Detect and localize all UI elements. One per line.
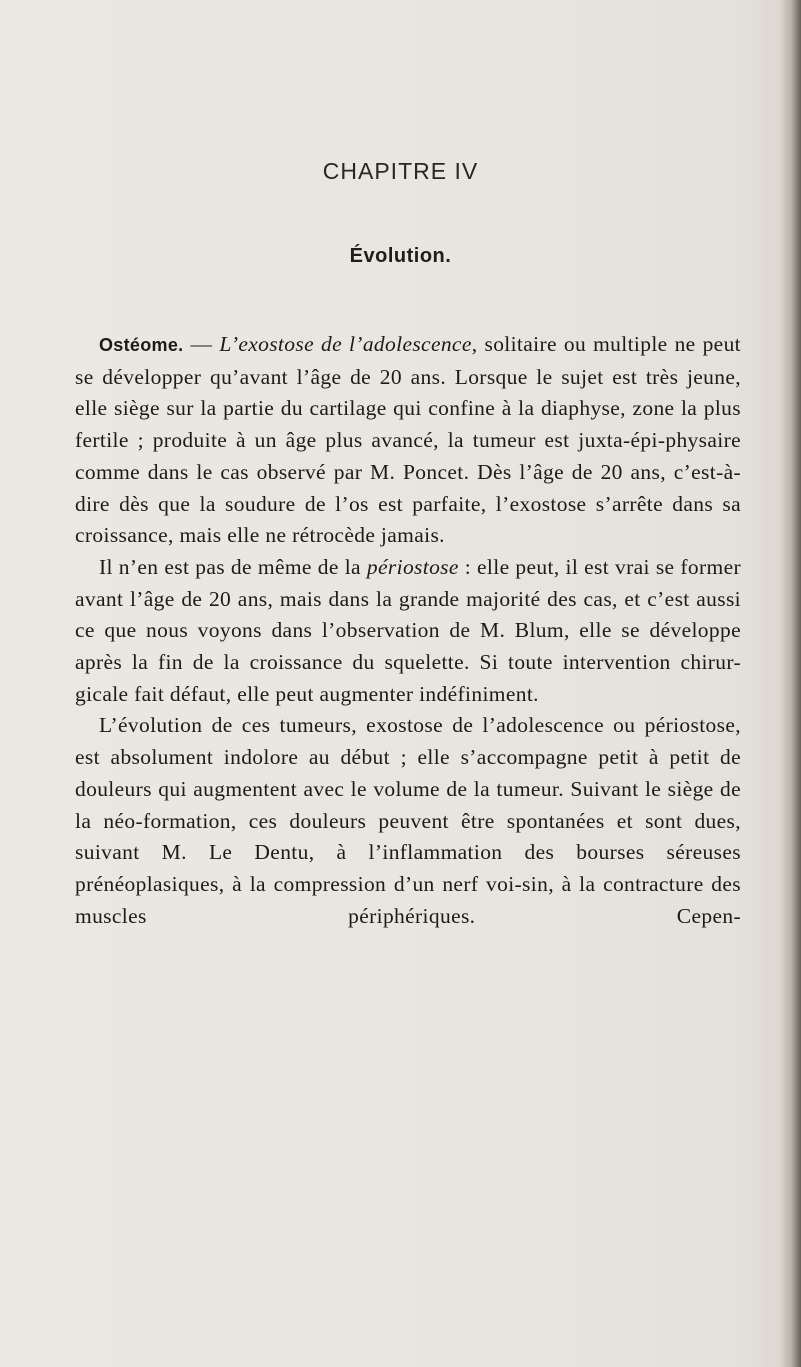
paragraph-text: : elle peut, il est vrai se former avant l’âge de 20 ans, mais dans la grande majorité des cas, et c’est aussi ce que nous voyons dans l’observation de M. Blum, elle se développe après la fin de la croissance du squelette. Si toute intervention chirur-gicale fait défaut, elle peut augmenter indéfiniment. [75, 554, 741, 706]
chapter-heading: CHAPITRE IV [322, 158, 479, 184]
body-text [75, 329, 741, 932]
italic-term: périostose [366, 554, 459, 579]
section-heading: Évolution. [349, 245, 452, 267]
em-dash: — [183, 332, 220, 356]
page-edge-shadow [779, 0, 801, 1367]
paragraph-evolution [75, 710, 741, 932]
runin-heading: Ostéome. [99, 335, 184, 355]
paragraph-text: , solitaire ou multiple ne peut se développer qu’avant l’âge de 20 ans. Lorsque le sujet est très jeune, elle siège sur la partie du cartilage qui confine à la diaphyse, zone la plus fertile ; produite à un âge plus avancé, la tumeur est juxta-épi-physaire comme dans le cas observé par M. Poncet. Dès l’âge de 20 ans, c’est-à-dire dès que la soudure de l’os est parfaite, l’exostose s’arrête dans sa croissance, mais elle ne rétrocède jamais. [75, 332, 741, 548]
paragraph-text: Il n’en est pas de même de la [99, 554, 367, 579]
paragraph-periostose [75, 552, 741, 711]
paragraph-text: L’évolution de ces tumeurs, exostose de l’adolescence ou périostose, est absolument indolore au début ; elle s’accompagne petit à petit de douleurs qui augmentent avec le volume de la tumeur. Suivant le siège de la néo-formation, ces douleurs peuvent être spontanées et sont dues, suivant M. Le Dentu, à l’inflammation des bourses séreuses prénéoplasiques, à la compression d’un nerf voi-sin, à la contracture des muscles périphériques. Cepen- [75, 713, 741, 928]
paragraph-osteome [75, 329, 741, 552]
italic-term: L’exostose de l’adolescence [219, 332, 472, 356]
